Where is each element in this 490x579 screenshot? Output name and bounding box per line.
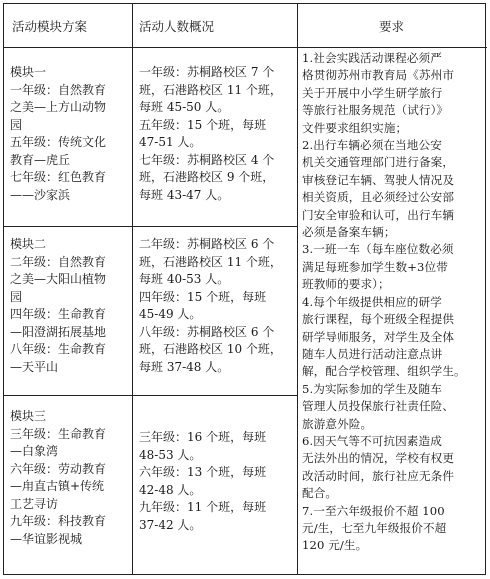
header-module-plan: 活动模块方案 <box>12 18 88 34</box>
participants-3-cell: 三年级：16 个班，每班 48-53 人。 六年级：13 个班，每班 42-48 人。 九年级：11 个班，每班 37-42 人。 <box>139 430 267 532</box>
row-divider <box>4 395 297 396</box>
header-participant-overview: 活动人数概况 <box>139 18 215 34</box>
module-2-cell: 模块二 二年级：自然教育 之美—大阳山植物 园 四年级：生命教育 —阳澄湖拓展基地 八年级：生命教育 —天平山 <box>10 237 107 374</box>
header-requirements: 要求 <box>378 18 404 34</box>
requirements-cell: 1.社会实践活动课程必须严 格贯彻苏州市教育局《苏州市 关于开展中小学生研学旅行 等旅行社服务规范（试行）》 文件要求组织实施； 2.出行车辆必须在当地公安 机关交通管理部门进行备案， 审核登记车辆、驾驶人情况及 相关资质，且必须经过公安部 门安全审验和认可，出行车辆 必须是备案车辆； 3.一班一车（每车座位数必须 满足每班参加学生数+3位带 班教师的要求）； 4.每个年级提供相应的研学 旅行课程，每个班级全程提供 研学导师服务，对学生及全体 随车人员进行活动注意点讲 解，配合学校管理、组织学生。 5.为实际参加的学生及随车 管理人员投保旅行社责任险、 旅游意外险。 6.因天气等不可抗因素造成 无法外出的情况，学校有权更 改活动时间，旅行社应无条件 配合。 7.一至六年级报价不超 100 元/生，七至九年级报价不超 120 元/生。 <box>302 51 466 553</box>
requirements-table <box>3 3 486 575</box>
participants-2-cell: 二年级：苏桐路校区 6 个 班，石港路校区 11 个班， 每班 40-53 人。 四年级：15 个班，每班 45-49 人。 八年级：苏桐路校区 6 个 班，石港路校区 10 个班， 每班 37-48 人。 <box>139 237 282 374</box>
module-3-cell: 模块三 三年级：生命教育 —白象湾 六年级：劳动教育 —甪直古镇+传统 工艺寻访 九年级：科技教育 —华谊影视城 <box>10 409 107 546</box>
column-divider <box>297 4 298 574</box>
column-divider <box>132 4 133 574</box>
header-divider <box>4 47 487 48</box>
participants-1-cell: 一年级：苏桐路校区 7 个 班，石港路校区 11 个班， 每班 45-50 人。 五年级：15 个班，每班 47-51 人。 七年级：苏桐路校区 4 个 班，石港路校区 9 个班， 每班 43-47 人。 <box>139 65 282 202</box>
row-divider <box>4 226 297 227</box>
module-1-cell: 模块一 一年级：自然教育 之美—上方山动物 园 五年级：传统文化 教育—虎丘 七年级：红色教育 ——沙家浜 <box>10 65 107 202</box>
